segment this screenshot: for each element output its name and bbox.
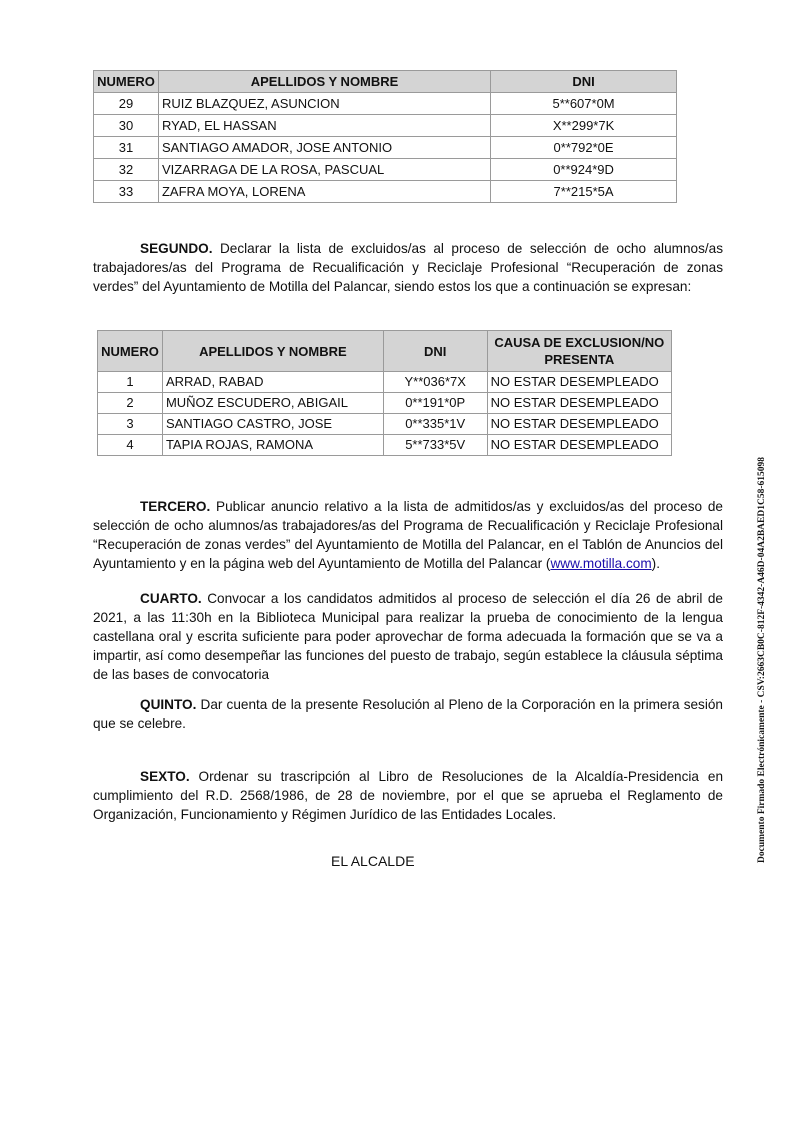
- cell-causa: NO ESTAR DESEMPLEADO: [487, 393, 671, 414]
- column-header-nombre: APELLIDOS Y NOMBRE: [158, 71, 490, 93]
- column-header-nombre: APELLIDOS Y NOMBRE: [162, 331, 383, 372]
- table-row: [98, 414, 672, 435]
- table-row: [94, 115, 677, 137]
- paragraph-cuarto: [93, 589, 723, 684]
- table-header-row: [94, 71, 677, 93]
- table-row: [94, 159, 677, 181]
- paragraph-text: Publicar anuncio relativo a la lista de admitidos/as y excluidos/as del proceso de selección de ocho alumnos/as trabajadores/as del Programa de Recualificación y Reciclaje Profesional “Recuperación de zonas verdes” del Ayuntamiento de Motilla del Palancar, en el Tablón de Anuncios del Ayuntamiento y en la página web del Ayuntamiento de Motilla del Palancar (: [93, 499, 723, 571]
- cell-numero: 1: [98, 372, 163, 393]
- paragraph-heading: SEXTO.: [140, 769, 190, 784]
- cell-nombre: SANTIAGO AMADOR, JOSE ANTONIO: [158, 137, 490, 159]
- cell-nombre: ARRAD, RABAD: [162, 372, 383, 393]
- column-header-dni: DNI: [383, 331, 487, 372]
- paragraph-sexto: [93, 767, 723, 824]
- cell-causa: NO ESTAR DESEMPLEADO: [487, 372, 671, 393]
- cell-nombre: SANTIAGO CASTRO, JOSE: [162, 414, 383, 435]
- table-row: [94, 137, 677, 159]
- paragraph-segundo: [93, 239, 723, 296]
- paragraph-tercero: [93, 497, 723, 573]
- table-row: [94, 93, 677, 115]
- paragraph-text: Dar cuenta de la presente Resolución al Pleno de la Corporación en la primera sesión que se celebre.: [93, 697, 723, 731]
- paragraph-text: Convocar a los candidatos admitidos al proceso de selección el día 26 de abril de 2021, a las 11:30h en la Biblioteca Municipal para realizar la prueba de conocimiento de la lengua castellana oral y escrita suficiente para poder aprovechar de forma adecuada la formación que se va a impartir, así como desempeñar las funciones del puesto de trabajo, según establece la cláusula séptima de las bases de convocatoria: [93, 591, 723, 682]
- paragraph-heading: QUINTO.: [140, 697, 197, 712]
- table-row: [98, 372, 672, 393]
- paragraph-quinto: [93, 695, 723, 733]
- cell-dni: 0**792*0E: [491, 137, 677, 159]
- table-row: [98, 393, 672, 414]
- cell-numero: 3: [98, 414, 163, 435]
- cell-dni: X**299*7K: [491, 115, 677, 137]
- cell-dni: 0**191*0P: [383, 393, 487, 414]
- cell-nombre: TAPIA ROJAS, RAMONA: [162, 435, 383, 456]
- table-row: [94, 181, 677, 203]
- signature-label: EL ALCALDE: [331, 853, 415, 869]
- admitted-table: [93, 70, 677, 203]
- cell-dni: 5**607*0M: [491, 93, 677, 115]
- paragraph-heading: TERCERO.: [140, 499, 211, 514]
- cell-numero: 30: [94, 115, 159, 137]
- cell-dni: 0**335*1V: [383, 414, 487, 435]
- cell-numero: 33: [94, 181, 159, 203]
- cell-dni: Y**036*7X: [383, 372, 487, 393]
- cell-causa: NO ESTAR DESEMPLEADO: [487, 414, 671, 435]
- cell-numero: 32: [94, 159, 159, 181]
- cell-numero: 2: [98, 393, 163, 414]
- cell-nombre: RYAD, EL HASSAN: [158, 115, 490, 137]
- paragraph-text-end: ).: [651, 556, 660, 571]
- paragraph-text: Ordenar su trascripción al Libro de Resoluciones de la Alcaldía-Presidencia en cumplimiento del R.D. 2568/1986, de 28 de noviembre, por el que se aprueba el Reglamento de Organización, Funcionamiento y Régimen Jurídico de las Entidades Locales.: [93, 769, 723, 822]
- cell-dni: 7**215*5A: [491, 181, 677, 203]
- paragraph-heading: CUARTO.: [140, 591, 202, 606]
- cell-numero: 31: [94, 137, 159, 159]
- cell-numero: 29: [94, 93, 159, 115]
- cell-dni: 5**733*5V: [383, 435, 487, 456]
- cell-nombre: VIZARRAGA DE LA ROSA, PASCUAL: [158, 159, 490, 181]
- paragraph-text: Declarar la lista de excluidos/as al proceso de selección de ocho alumnos/as trabajadores/as del Programa de Recualificación y Reciclaje Profesional “Recuperación de zonas verdes” del Ayuntamiento de Motilla del Palancar, siendo estos los que a continuación se expresan:: [93, 241, 723, 294]
- cell-dni: 0**924*9D: [491, 159, 677, 181]
- electronic-signature-stamp: Documento Firmado Electrónicamente - CSV:2663CB0C-812F-4342-A46D-04A2BAED1C58-615098: [757, 457, 767, 863]
- cell-nombre: MUÑOZ ESCUDERO, ABIGAIL: [162, 393, 383, 414]
- column-header-numero: NUMERO: [98, 331, 163, 372]
- paragraph-heading: SEGUNDO.: [140, 241, 213, 256]
- excluded-table: [97, 330, 672, 456]
- table-row: [98, 435, 672, 456]
- column-header-dni: DNI: [491, 71, 677, 93]
- column-header-causa: CAUSA DE EXCLUSION/NO PRESENTA: [487, 331, 671, 372]
- cell-nombre: ZAFRA MOYA, LORENA: [158, 181, 490, 203]
- table-header-row: [98, 331, 672, 372]
- cell-causa: NO ESTAR DESEMPLEADO: [487, 435, 671, 456]
- cell-nombre: RUIZ BLAZQUEZ, ASUNCION: [158, 93, 490, 115]
- cell-numero: 4: [98, 435, 163, 456]
- column-header-numero: NUMERO: [94, 71, 159, 93]
- website-link[interactable]: www.motilla.com: [550, 556, 652, 571]
